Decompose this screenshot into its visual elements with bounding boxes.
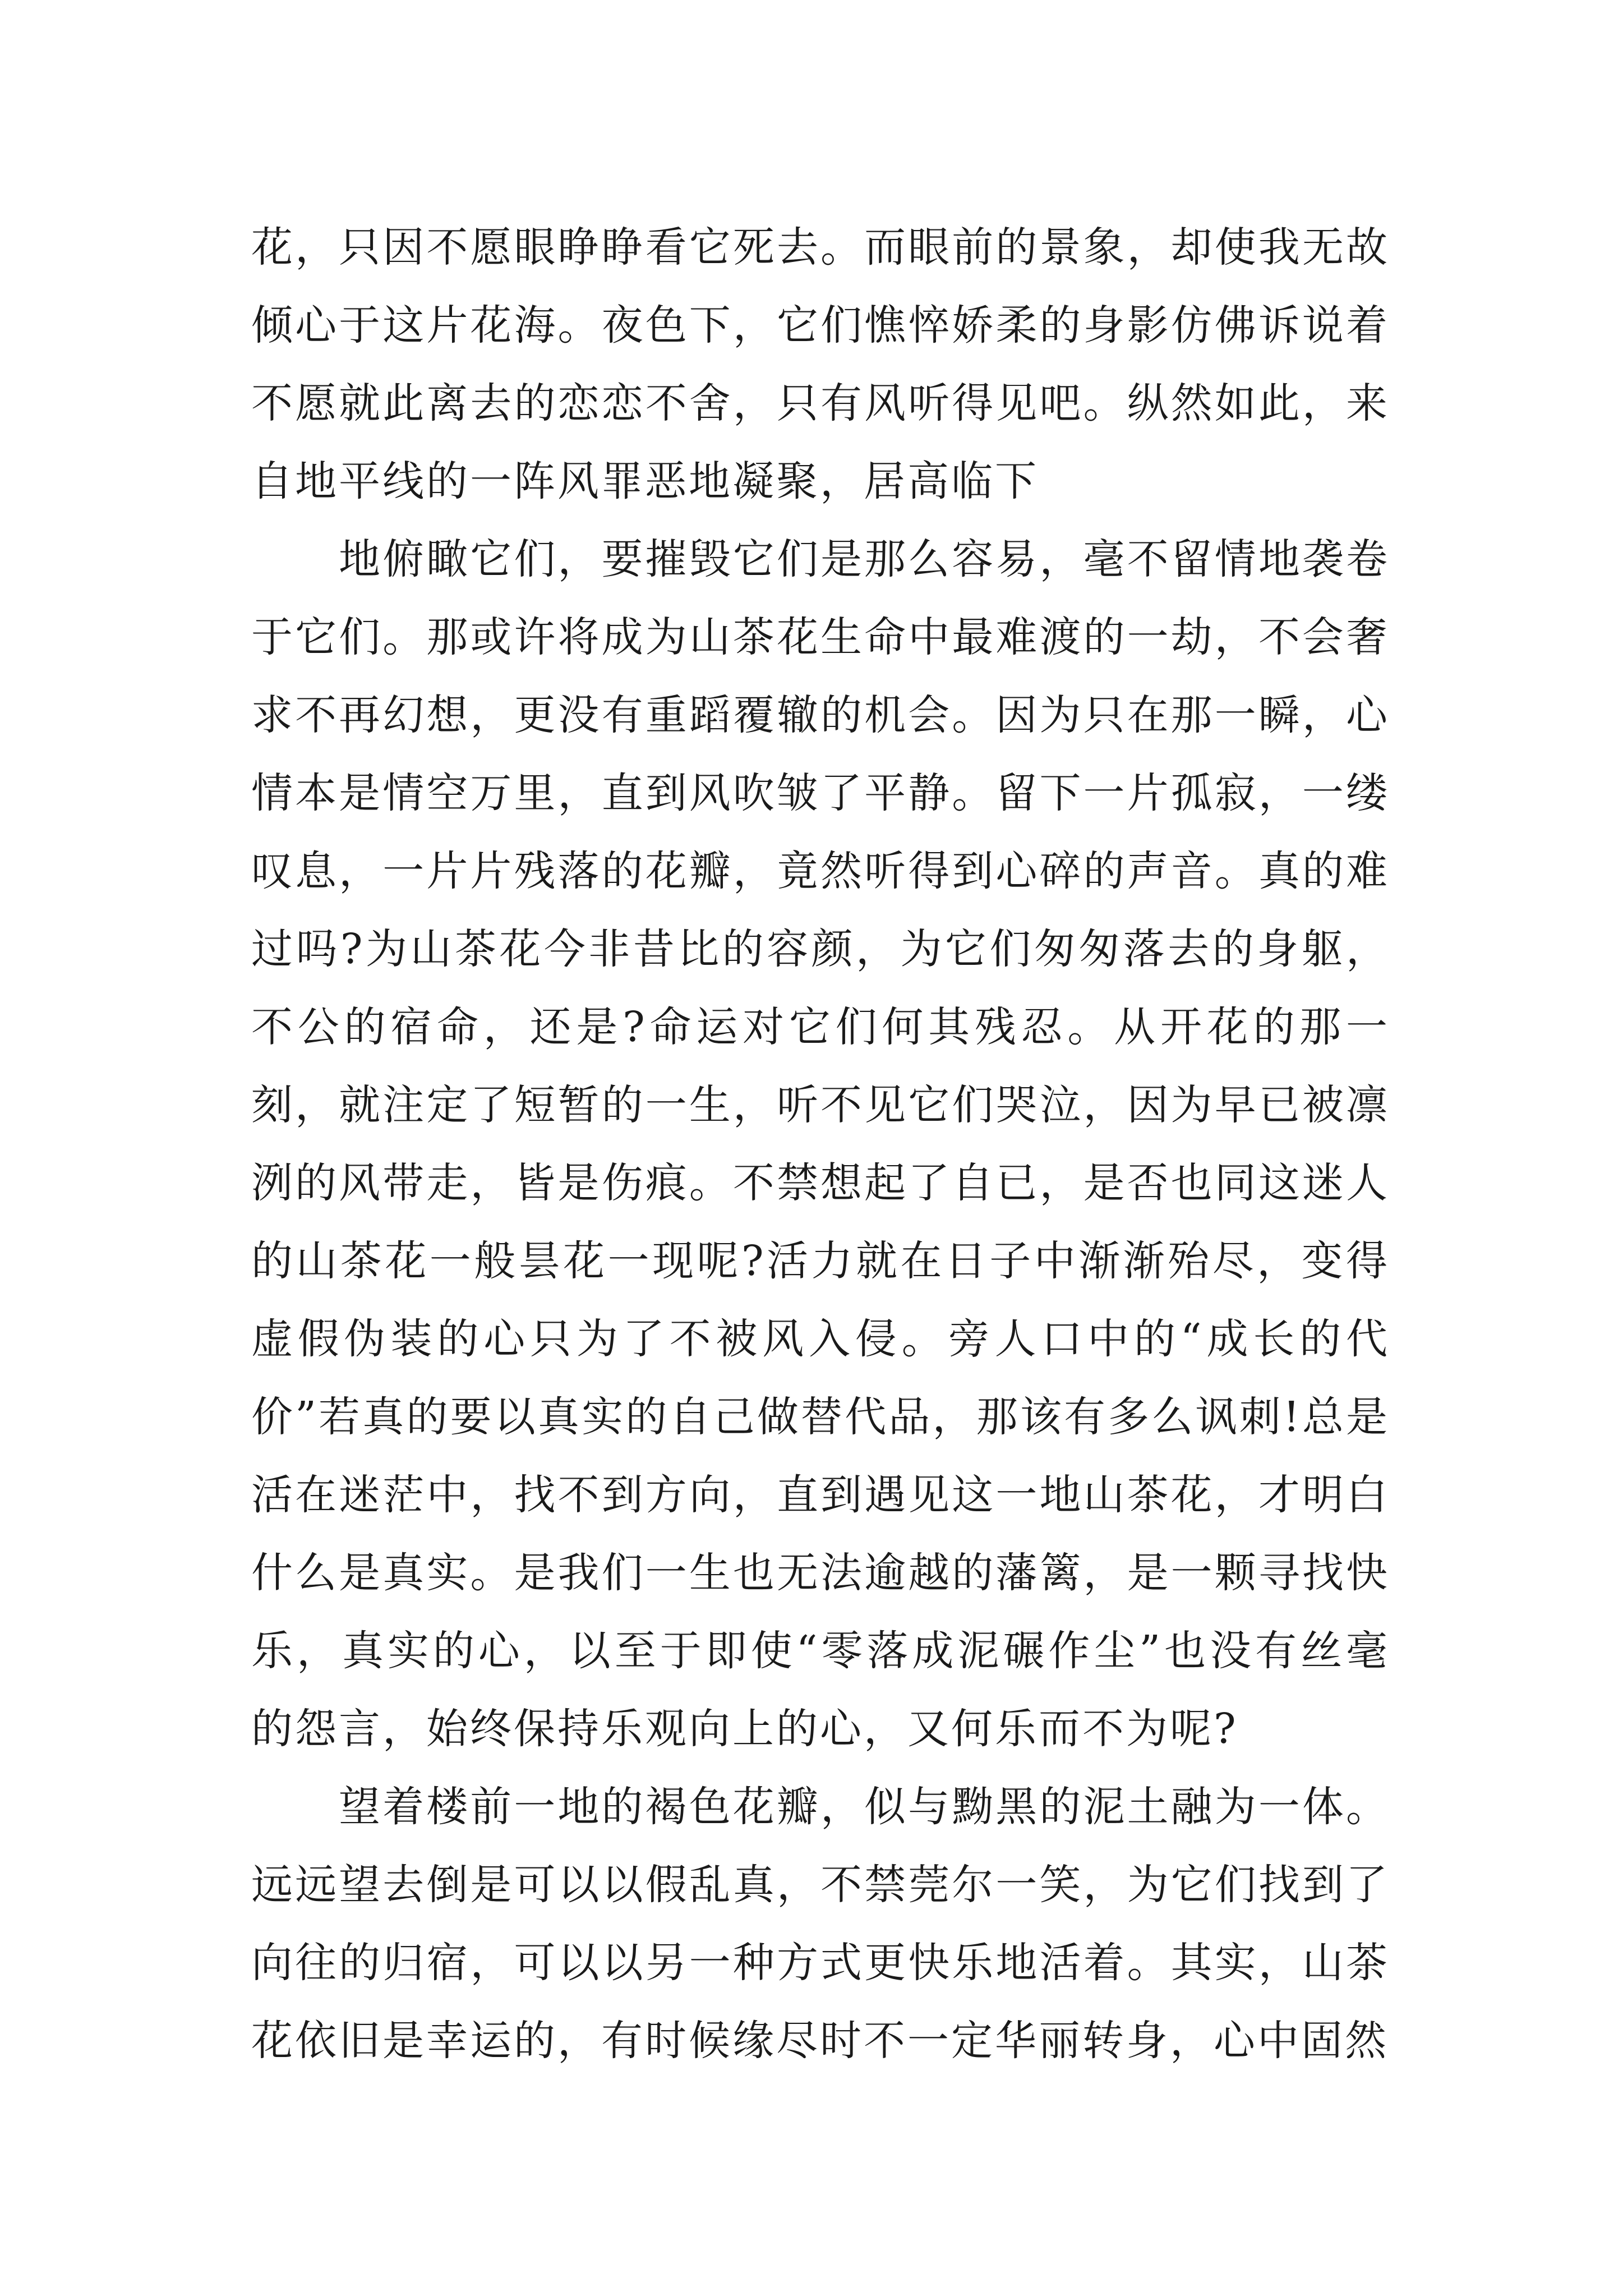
paragraph-2: 地俯瞰它们，要摧毁它们是那么容易，毫不留情地袭卷于它们。那或许将成为山茶花生命中最难渡的一劫，不会奢求不再幻想，更没有重蹈覆辙的机会。因为只在那一瞬，心情本是情空万里，直到风吹皱了平静。留下一片孤寂，一缕叹息，一片片残落的花瓣，竟然听得到心碎的声音。真的难过吗?为山茶花今非昔比的容颜，为它们匆匆落去的身躯，不公的宿命，还是?命运对它们何其残忍。从开花的那一刻，就注定了短暂的一生，听不见它们哭泣，因为早已被凛洌的风带走，皆是伤痕。不禁想起了自已，是否也同这迷人的山茶花一般昙花一现呢?活力就在日子中渐渐殆尽，变得虚假伪装的心只为了不被风入侵。旁人口中的“成长的代价”若真的要以真实的自己做替代品，那该有多么讽刺!总是活在迷茫中，找不到方向，直到遇见这一地山茶花，才明白什么是真实。是我们一生也无法逾越的藩篱，是一颗寻找快乐，真实的心，以至于即使“零落成泥碾作尘”也没有丝毫的怨言，始终保持乐观向上的心，又何乐而不为呢?: [251, 535, 1390, 1753]
essay-body: [251, 209, 1390, 2080]
paragraph-1: 花，只因不愿眼睁睁看它死去。而眼前的景象，却使我无故倾心于这片花海。夜色下，它们憔悴娇柔的身影仿佛诉说着不愿就此离去的恋恋不舍，只有风听得见吧。纵然如此，来自地平线的一阵风罪恶地凝聚，居高临下: [251, 223, 1390, 505]
paragraph-3: 望着楼前一地的褐色花瓣，似与黝黑的泥土融为一体。远远望去倒是可以以假乱真，不禁莞尔一笑，为它们找到了向往的归宿，可以以另一种方式更快乐地活着。其实，山茶花依旧是幸运的，有时候缘尽时不一定华丽转身，心中固然: [251, 1783, 1390, 2065]
